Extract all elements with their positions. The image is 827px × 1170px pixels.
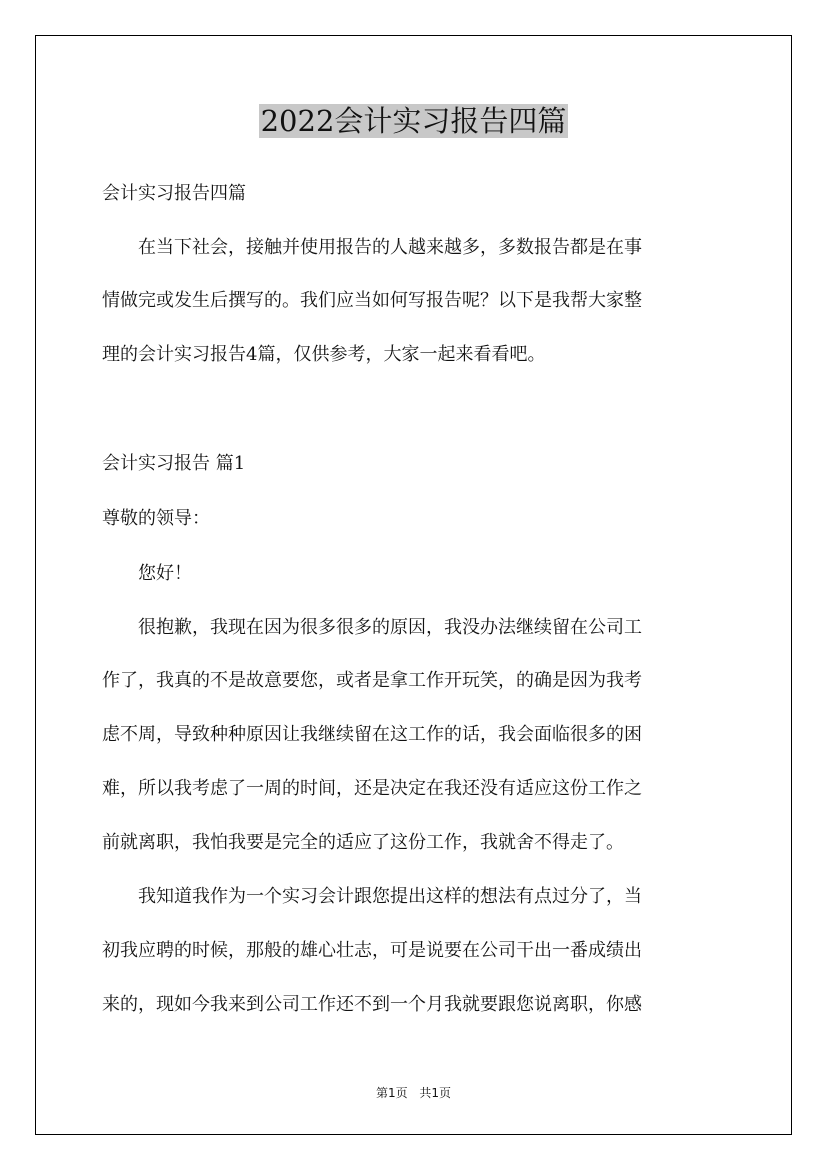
body-paragraph-line: 初我应聘的时候，那般的雄心壮志，可是说要在公司干出一番成绩出 bbox=[102, 940, 642, 961]
body-paragraph-line: 虑不周，导致种种原因让我继续留在这工作的话，我会面临很多的困 bbox=[102, 724, 642, 745]
intro-line: 情做完或发生后撰写的。我们应当如何写报告呢？以下是我帮大家整 bbox=[102, 290, 642, 311]
document-subtitle: 会计实习报告四篇 bbox=[102, 183, 246, 204]
body-paragraph-line: 很抱歉，我现在因为很多很多的原因，我没办法继续留在公司工 bbox=[102, 617, 642, 638]
section-heading: 会计实习报告 篇1 bbox=[102, 453, 246, 474]
body-paragraph-line: 作了，我真的不是故意要您，或者是拿工作开玩笑，的确是因为我考 bbox=[102, 670, 642, 691]
intro-line: 在当下社会，接触并使用报告的人越来越多，多数报告都是在事 bbox=[102, 237, 642, 258]
intro-line: 理的会计实习报告4篇，仅供参考，大家一起来看看吧。 bbox=[102, 344, 546, 365]
greeting: 您好！ bbox=[102, 563, 192, 584]
page-total: 共1页 bbox=[419, 1086, 452, 1100]
page-number: 第1页 bbox=[375, 1086, 408, 1100]
salutation: 尊敬的领导： bbox=[102, 508, 210, 529]
body-paragraph-line: 我知道我作为一个实习会计跟您提出这样的想法有点过分了，当 bbox=[102, 886, 642, 907]
body-paragraph-line: 来的，现如今我来到公司工作还不到一个月我就要跟您说离职，你感 bbox=[102, 994, 642, 1015]
body-paragraph-line: 难，所以我考虑了一周的时间，还是决定在我还没有适应这份工作之 bbox=[102, 778, 642, 799]
page-footer bbox=[0, 1085, 827, 1101]
document-title: 2022会计实习报告四篇 bbox=[260, 104, 567, 138]
body-paragraph-line: 前就离职，我怕我要是完全的适应了这份工作，我就舍不得走了。 bbox=[102, 832, 624, 853]
